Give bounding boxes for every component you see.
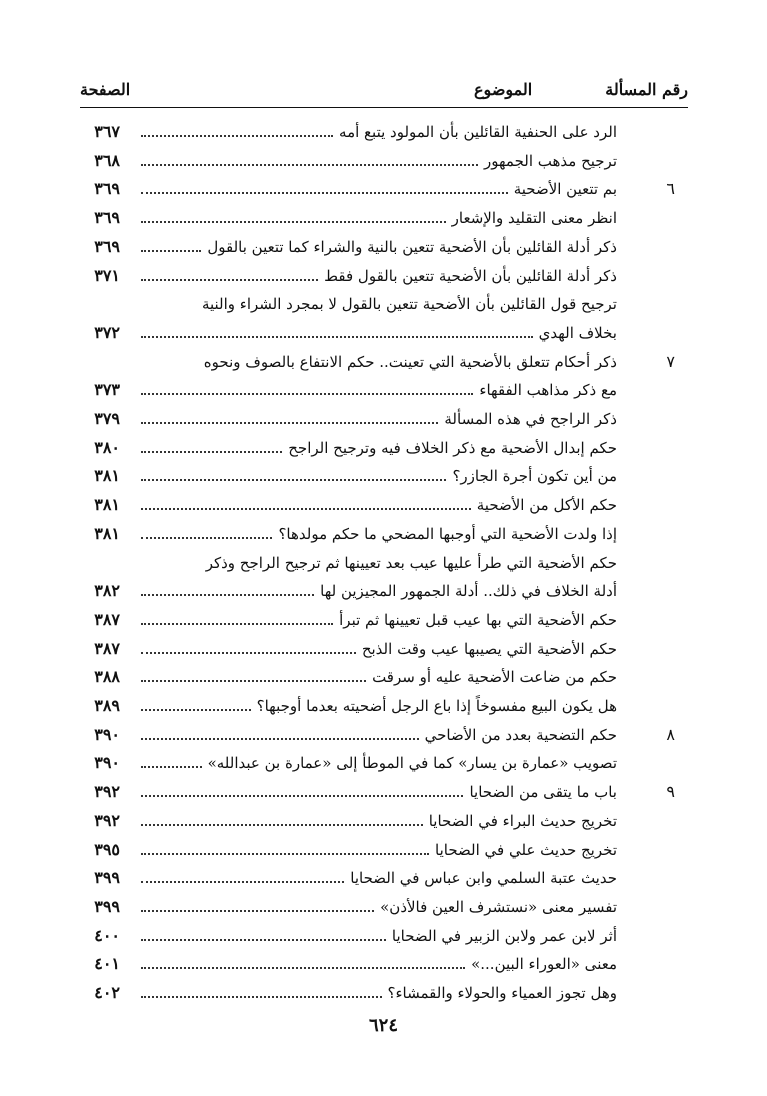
index-entry [135, 947, 617, 975]
dot-leader [141, 537, 272, 539]
dot-leader [141, 422, 438, 424]
entry-title: حكم الأكل من الأضحية [476, 496, 617, 515]
entry-title: حكم إبدال الأضحية مع ذكر الخلاف فيه وترجيح الراجح [288, 438, 617, 457]
entry-page-number: ٣٩٩ [94, 896, 120, 916]
dot-leader [141, 623, 333, 625]
index-entry [135, 402, 617, 430]
index-entry [135, 201, 617, 229]
entry-title: أثر لابن عمر ولابن الزبير في الضحايا [391, 926, 617, 945]
index-entry [135, 546, 617, 574]
entry-page-number: ٣٨١ [94, 495, 120, 515]
index-entry [135, 718, 617, 746]
entry-title: إذا ولدت الأضحية التي أوجبها المضحي ما حكم مولدها؟ [278, 524, 617, 543]
entry-page-number: ٣٦٧ [94, 122, 120, 141]
index-entry [135, 574, 617, 602]
index-entry [135, 775, 617, 803]
index-entry [135, 488, 617, 516]
entry-page-number: ٣٨٩ [94, 696, 120, 715]
dot-leader [141, 135, 333, 137]
index-entry [135, 746, 617, 774]
page-number: ٦٢٤ [368, 1015, 398, 1036]
dot-leader [141, 279, 318, 281]
entry-page-number: ٣٨٢ [94, 581, 120, 601]
entry-title: تخريج حديث علي في الضحايا [435, 840, 617, 859]
entry-title: حكم الأضحية التي طرأ عليها عيب بعد تعيينها ثم ترجيح الراجح وذكر [205, 553, 617, 572]
entry-title: هل يكون البيع مفسوخاً إذا باع الرجل أضحيته بعدما أوجبها؟ [256, 697, 617, 715]
entry-title: الرد على الحنفية القائلين بأن المولود يتبع أمه [339, 123, 617, 141]
entry-title: حكم الأضحية التي يصيبها عيب وقت الذبح [361, 639, 617, 658]
dot-leader [141, 479, 446, 481]
index-entry [135, 287, 617, 315]
index-entry [135, 833, 617, 861]
dot-leader [141, 164, 478, 166]
entry-title: من أين تكون أجرة الجازر؟ [452, 467, 617, 486]
dot-leader [141, 594, 314, 596]
dot-leader [141, 795, 463, 797]
header-issue-number: رقم المسألة [605, 80, 688, 99]
entry-page-number: ٣٩٩ [94, 868, 120, 888]
entry-page-number: ٣٦٨ [94, 150, 120, 170]
index-entry [135, 316, 617, 344]
dot-leader [141, 910, 374, 912]
entry-page-number: ٣٨١ [94, 523, 120, 543]
entry-page-number: ٣٨٨ [94, 667, 120, 687]
entry-page-number: ٣٩٢ [94, 810, 120, 830]
index-entry [135, 804, 617, 832]
issue-number: ٨ [666, 724, 675, 744]
entry-title: تخريج حديث البراء في الضحايا [428, 811, 617, 830]
dot-leader [141, 853, 429, 855]
entry-page-number: ٣٧١ [94, 265, 120, 285]
index-entry [135, 259, 617, 287]
index-entry [135, 373, 617, 401]
entry-title: ذكر أدلة القائلين بأن الأضحية تتعين بالنية والشراء كما تتعين بالقول [207, 237, 617, 256]
dot-leader [141, 451, 282, 453]
entry-title: حديث عتبة السلمي وابن عباس في الضحايا [350, 869, 617, 888]
index-entry [135, 861, 617, 889]
dot-leader [141, 652, 356, 654]
index-entry [135, 603, 617, 631]
entry-title: باب ما يتقى من الضحايا [469, 783, 617, 802]
issue-number: ٧ [666, 351, 675, 371]
entry-page-number: ٣٩٥ [94, 839, 120, 859]
entry-title: وهل تجوز العمياء والحولاء والقمشاء؟ [387, 984, 617, 1002]
index-entry [135, 632, 617, 660]
entry-page-number: ٣٩٢ [94, 782, 120, 802]
dot-leader [141, 508, 471, 510]
entry-page-number: ٤٠٠ [94, 925, 120, 945]
entry-title: تفسير معنى «نستشرف العين فالأذن» [380, 897, 617, 916]
entry-title: حكم من ضاعت الأضحية عليه أو سرقت [372, 668, 617, 687]
dot-leader [141, 967, 465, 969]
entry-page-number: ٣٧٩ [94, 409, 120, 428]
entry-title: ترجيح مذهب الجمهور [483, 151, 617, 170]
entry-title: ترجيح قول القائلين بأن الأضحية تتعين بالقول لا بمجرد الشراء والنية [201, 295, 617, 314]
index-entry [135, 660, 617, 688]
entry-page-number: ٣٧٣ [94, 380, 120, 400]
entry-page-number: ٣٨٧ [94, 609, 120, 629]
index-entry [135, 172, 617, 200]
entry-page-number: ٣٦٩ [94, 208, 120, 228]
entry-title: معنى «العوراء البين...» [471, 955, 617, 974]
entry-page-number: ٣٨١ [94, 466, 120, 486]
dot-leader [141, 336, 533, 338]
index-entry [135, 919, 617, 947]
issue-number: ٦ [666, 179, 675, 199]
issue-number: ٩ [666, 782, 675, 802]
dot-leader [141, 766, 202, 768]
entry-page-number: ٣٦٩ [94, 179, 120, 199]
dot-leader [141, 709, 251, 711]
entry-page-number: ٣٨٠ [94, 437, 120, 457]
entry-title: ذكر أدلة القائلين بأن الأضحية تتعين بالقول فقط [324, 266, 617, 285]
entry-title: بخلاف الهدي [538, 323, 617, 342]
entry-page-number: ٤٠٢ [94, 983, 120, 1002]
index-entry [135, 976, 617, 1004]
dot-leader [141, 221, 446, 223]
entry-page-number: ٣٨٧ [94, 638, 120, 658]
index-entry [135, 890, 617, 918]
index-entry [135, 431, 617, 459]
index-entry [135, 459, 617, 487]
entry-title: حكم الأضحية التي بها عيب قبل تعيينها ثم تبرأ [339, 610, 617, 629]
entry-page-number: ٣٦٩ [94, 236, 120, 256]
index-entry [135, 689, 617, 717]
entry-title: بم تتعين الأضحية [513, 180, 617, 199]
index-entry [135, 144, 617, 172]
header-page: الصفحة [80, 80, 131, 99]
index-entry [135, 345, 617, 373]
entry-title: مع ذكر مذاهب الفقهاء [479, 381, 617, 400]
entry-page-number: ٣٩٠ [94, 753, 120, 773]
index-entry [135, 517, 617, 545]
dot-leader [141, 738, 419, 740]
dot-leader [141, 393, 473, 395]
entry-title: انظر معنى التقليد والإشعار [451, 209, 617, 228]
dot-leader [141, 881, 344, 883]
entry-page-number: ٣٧٢ [94, 322, 120, 342]
entry-page-number: ٣٩٠ [94, 724, 120, 744]
entry-title: ذكر أحكام تتعلق بالأضحية التي تعينت.. حكم الانتفاع بالصوف ونحوه [203, 352, 617, 371]
dot-leader [141, 824, 423, 826]
dot-leader [141, 680, 366, 682]
dot-leader [141, 250, 201, 252]
index-entry [135, 230, 617, 258]
entry-title: تصويب «عمارة بن يسار» كما في الموطأ إلى «عمارة بن عبدالله» [207, 754, 617, 773]
entry-page-number: ٤٠١ [94, 954, 120, 974]
entry-title: أدلة الخلاف في ذلك.. أدلة الجمهور المجيزين لها [320, 582, 617, 601]
dot-leader [141, 939, 386, 941]
entry-title: ذكر الراجح في هذه المسألة [444, 410, 617, 428]
dot-leader [141, 996, 382, 998]
index-entry [135, 115, 617, 143]
header-topic: الموضوع [474, 80, 533, 99]
dot-leader [141, 192, 508, 194]
entry-title: حكم التضحية بعدد من الأضاحي [424, 725, 617, 744]
